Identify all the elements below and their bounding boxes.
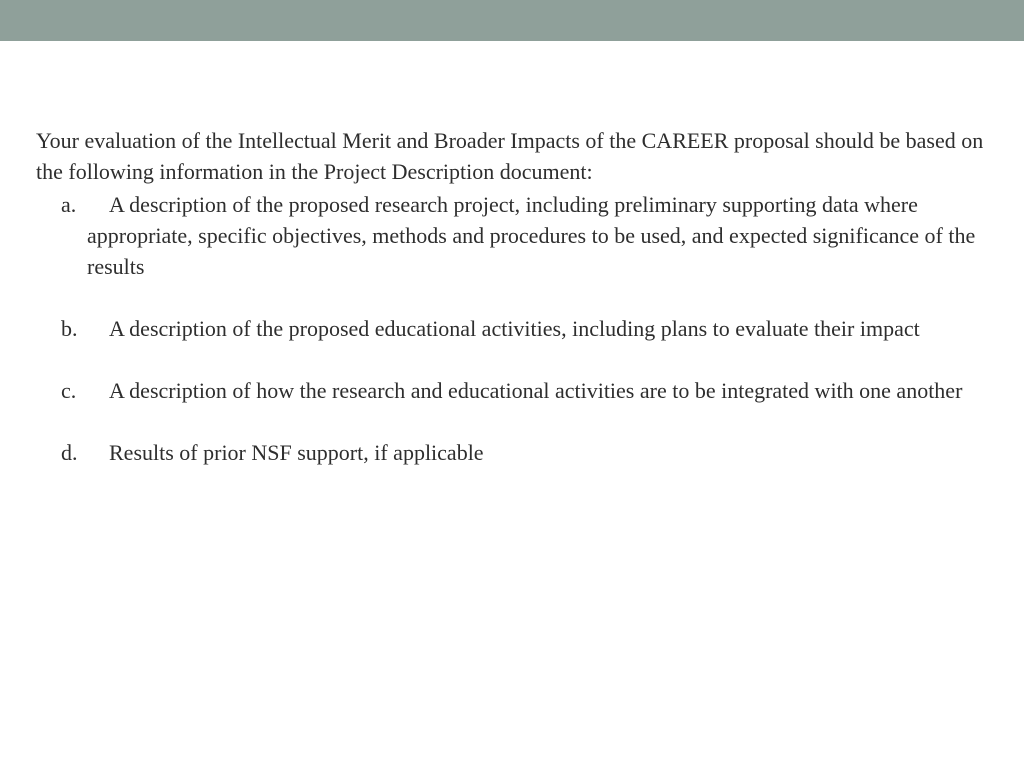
- list-item-text: Results of prior NSF support, if applicable: [109, 440, 484, 465]
- slide-content: [36, 125, 996, 468]
- list-item-text: A description of the proposed research project, including preliminary supporting data where appropriate, specific objectives, methods and procedures to be used, and expected significance of the results: [87, 192, 976, 279]
- criteria-list: [36, 189, 996, 468]
- intro-paragraph: Your evaluation of the Intellectual Merit and Broader Impacts of the CAREER proposal should be based on the following information in the Project Description document:: [36, 128, 984, 184]
- list-marker: d.: [61, 440, 78, 465]
- list-marker: a.: [61, 192, 77, 217]
- list-item: [36, 189, 996, 282]
- list-item-text: A description of the proposed educational activities, including plans to evaluate their impact: [109, 316, 920, 341]
- list-item: [36, 313, 996, 344]
- list-item: [36, 437, 996, 468]
- list-marker: c.: [61, 378, 77, 403]
- list-marker: b.: [61, 316, 78, 341]
- slide-header-bar: [0, 0, 1024, 41]
- list-item-text: A description of how the research and educational activities are to be integrated with one another: [109, 378, 963, 403]
- list-item: [36, 375, 996, 406]
